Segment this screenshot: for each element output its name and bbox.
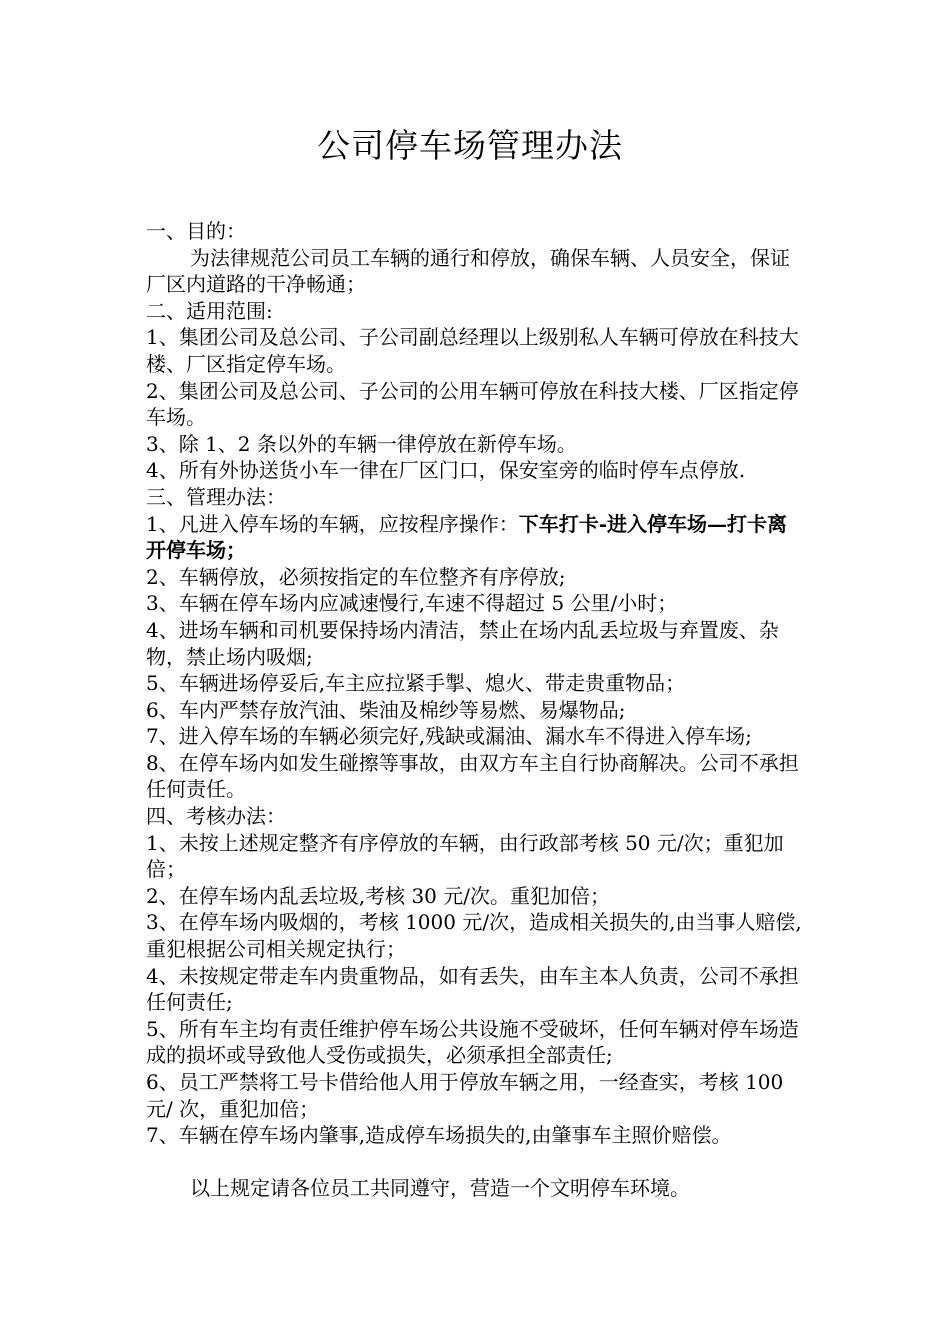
assessment-item-6: 6、员工严禁将工号卡借给他人用于停放车辆之用，一经查实，考核 100 元/ 次，重犯加倍； <box>146 1070 784 1121</box>
scope-item-2: 2、集团公司及总公司、子公司的公用车辆可停放在科技大楼、厂区指定停车场。 <box>146 378 799 430</box>
management-item-1-procedure: 下车打卡-进入停车场—打卡离开停车场； <box>146 511 788 563</box>
section-heading-assessment: 四、考核办法： <box>146 804 286 829</box>
page-title: 公司停车场管理办法 <box>317 126 623 165</box>
management-item-5: 5、车辆进场停妥后,车主应拉紧手掣、熄火、带走贵重物品； <box>146 671 686 696</box>
assessment-item-5: 5、所有车主均有责任维护停车场公共设施不受破坏，任何车辆对停车场造成的损坏或导致他人受伤或损失，必须承担全部责任; <box>146 1016 799 1068</box>
closing-statement: 以上规定请各位员工共同遵守，营造一个文明停车环境。 <box>190 1175 690 1200</box>
management-item-3: 3、车辆在停车场内应减速慢行,车速不得超过 5 公里/小时； <box>146 591 678 616</box>
management-item-1 <box>146 511 806 564</box>
management-item-4: 4、进场车辆和司机要保持场内清洁，禁止在场内乱丢垃圾与弃置废、杂物，禁止场内吸烟; <box>146 617 779 669</box>
scope-item-3: 3、除 1、2 条以外的车辆一律停放在新停车场。 <box>146 431 577 456</box>
scope-item-1: 1、集团公司及总公司、子公司副总经理以上级别私人车辆可停放在科技大楼、厂区指定停车场。 <box>146 325 799 376</box>
section-heading-purpose: 一、目的： <box>146 219 246 243</box>
section-heading-scope: 二、适用范围: <box>146 298 273 323</box>
purpose-text: 为法律规范公司员工车辆的通行和停放，确保车辆、人员安全，保证厂区内道路的干净畅通； <box>146 245 790 297</box>
management-item-6: 6、车内严禁存放汽油、柴油及棉纱等易燃、易爆物品; <box>146 697 626 722</box>
section-heading-management: 三、管理办法： <box>146 484 286 509</box>
management-item-2: 2、车辆停放，必须按指定的车位整齐有序停放; <box>146 564 566 589</box>
assessment-item-7: 7、车辆在停车场内肇事,造成停车场损失的,由肇事车主照价赔偿。 <box>146 1123 732 1148</box>
management-item-8: 8、在停车场内如发生碰擦等事故，由双方车主自行协商解决。公司不承担任何责任。 <box>146 750 799 802</box>
assessment-item-3: 3、在停车场内吸烟的，考核 1000 元/次，造成相关损失的,由当事人赔偿,重犯根据公司相关规定执行； <box>146 910 802 962</box>
assessment-item-1: 1、未按上述规定整齐有序停放的车辆，由行政部考核 50 元/次；重犯加倍； <box>146 830 784 882</box>
management-item-7: 7、进入停车场的车辆必须完好,残缺或漏油、漏水车不得进入停车场; <box>146 724 752 749</box>
assessment-item-2: 2、在停车场内乱丢垃圾,考核 30 元/次。重犯加倍； <box>146 883 610 908</box>
document-body <box>146 218 806 1201</box>
management-item-1-prefix: 1、凡进入停车场的车辆，应按程序操作： <box>146 511 519 536</box>
assessment-item-4: 4、未按规定带走车内贵重物品，如有丢失，由车主本人负责，公司不承担任何责任; <box>146 963 799 1015</box>
scope-item-4: 4、所有外协送货小车一律在厂区门口，保安室旁的临时停车点停放. <box>146 458 746 483</box>
